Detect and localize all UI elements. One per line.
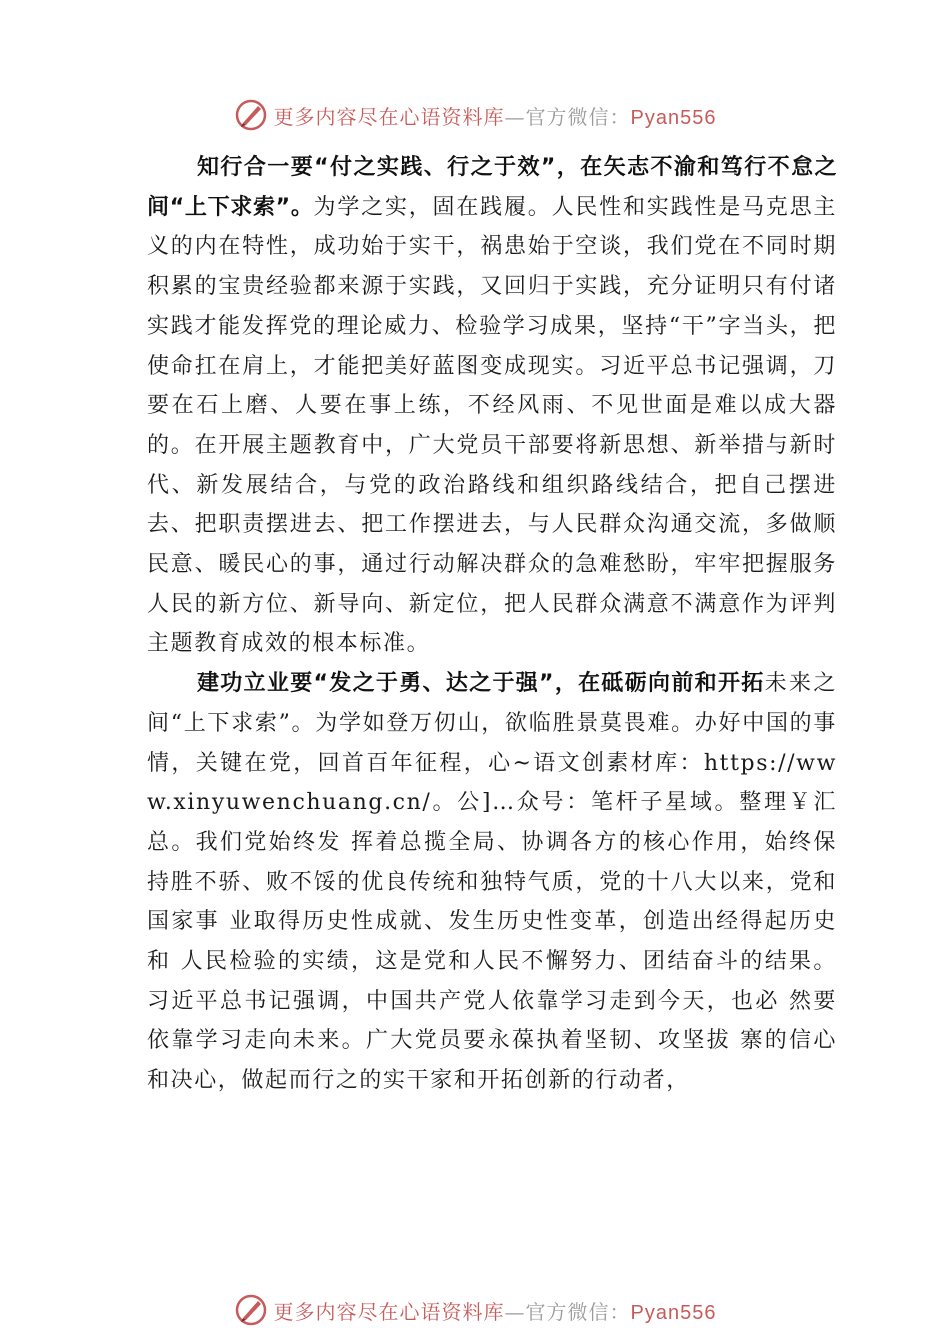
- footer-sub: 官方微信：: [525, 1299, 631, 1324]
- header-sep: —: [504, 104, 526, 129]
- paragraph-1-lead: 知行合一要“付之实践、行之于效”，在矢志不渝和笃行不怠之间“上下求索”。: [147, 155, 837, 220]
- brush-logo-icon: [234, 98, 268, 132]
- footer-main: 更多内容尽在心语资料库: [273, 1299, 505, 1324]
- brush-logo-icon: [234, 1293, 268, 1327]
- document-body: [147, 148, 837, 1101]
- header-main: 更多内容尽在心语资料库: [273, 104, 505, 129]
- paragraph-1-body: 为学之实，固在践履。人民性和实践性是马克思主义的内在特性，成功始于实干，祸患始于空谈，我们党在不同时期积累的宝贵经验都来源于实践，又回归于实践，充分证明只有付诸实践才能发挥党的理论威力、检验学习成果，坚持“干”字当头，把使命扛在肩上，才能把美好蓝图变成现实。习近平总书记强调，刀要在石上磨、人要在事上练，不经风雨、不见世面是难以成大器的。在开展主题教育中，广大党员干部要将新思想、新举措与新时代、新发展结合，与党的政治路线和组织路线结合，把自己摆进去、把职责摆进去、把工作摆进去，与人民群众沟通交流，多做顺民意、暖民心的事，通过行动解决群众的急难愁盼，牢牢把握服务人民的新方位、新导向、新定位，把人民群众满意不满意作为评判主题教育成效的根本标准。: [147, 194, 838, 657]
- footer-watermark: [0, 1290, 950, 1330]
- header-wechat-id: Pyan556: [630, 106, 717, 129]
- footer-sep: —: [504, 1299, 526, 1324]
- paragraph-2-body: 未来之间“上下求索”。为学如登万仞山，欲临胜景莫畏难。办好中国的事情，关键在党，回首百年征程，心~语文创素材库：https://www.xinyuwenchuang.cn/。公]…众号：笔杆子星域。整理￥汇总。我们党始终发 挥着总揽全局、协调各方的核心作用，始终保持胜不骄、败不馁的优良传统和独特气质，党的十八大以来，党和国家事 业取得历史性成就、发生历史性变革，创造出经得起历史和 人民检验的实绩，这是党和人民不懈努力、团结奋斗的结果。习近平总书记强调，中国共产党人依靠学习走到今天，也必 然要依靠学习走向未来。广大党员要永葆执着坚韧、攻坚拔 寨的信心和决心，做起而行之的实干家和开拓创新的行动者，: [147, 671, 837, 1094]
- paragraph-2: [147, 664, 837, 1101]
- footer-wechat-id: Pyan556: [630, 1301, 717, 1324]
- paragraph-2-lead: 建功立业要“发之于勇、达之于强”，在砥砺向前和开拓: [197, 671, 765, 697]
- header-watermark: [0, 95, 950, 135]
- paragraph-1: [147, 148, 837, 664]
- footer-text: [274, 1296, 717, 1325]
- header-text: [274, 101, 717, 130]
- header-sub: 官方微信：: [525, 104, 631, 129]
